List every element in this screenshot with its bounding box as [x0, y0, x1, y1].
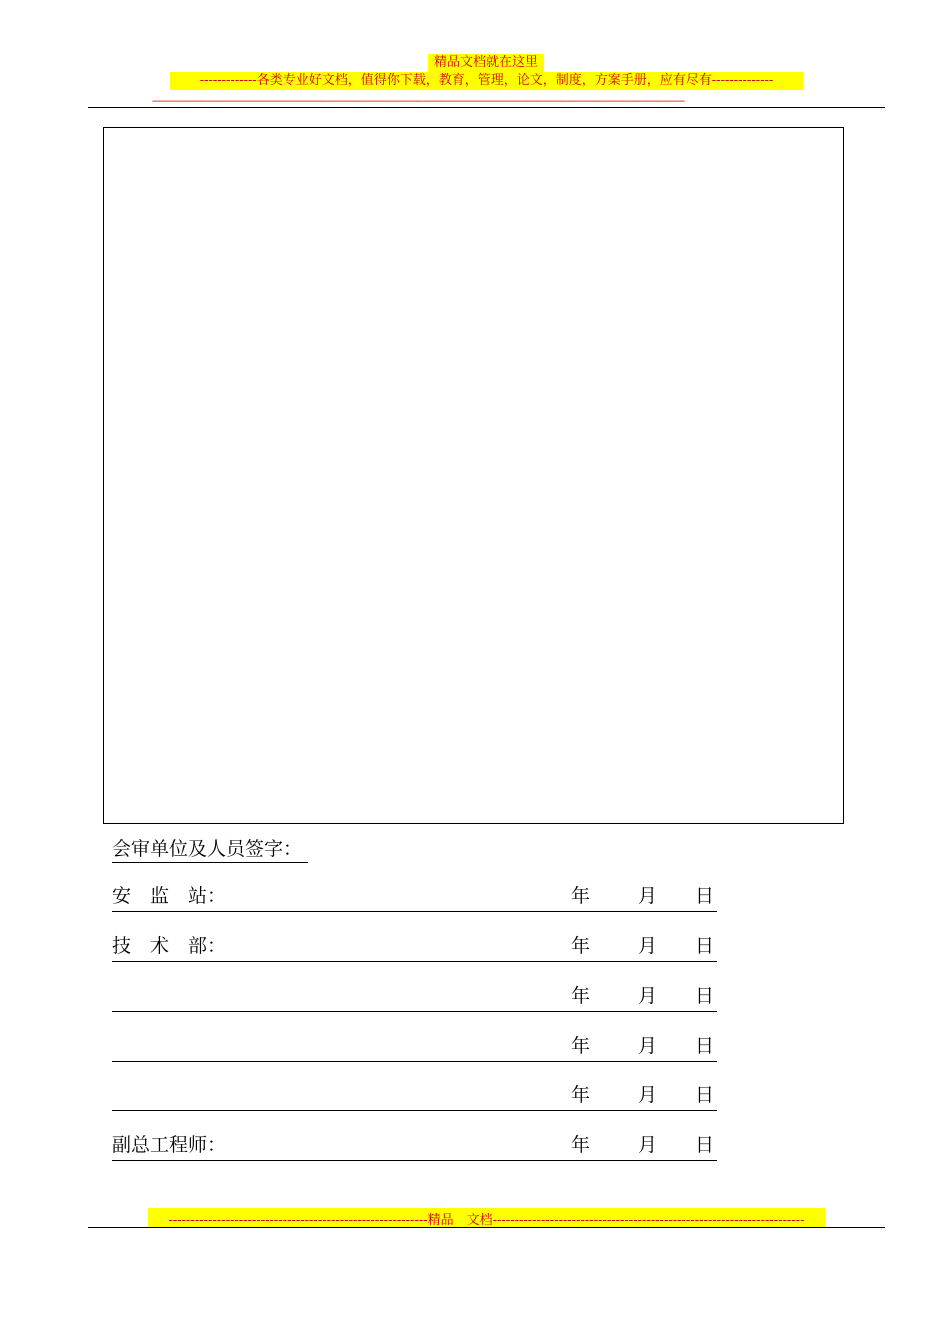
month-label: 月: [638, 985, 658, 1007]
signoff-row-safety-station: [112, 883, 717, 912]
year-label: 年: [571, 1134, 591, 1156]
header-title: 精品文档就在这里: [428, 54, 544, 72]
year-label: 年: [571, 935, 591, 957]
header-dash-line: ------------------------------------------------------------------------------------------------------------------------------------------------------------------------------------------------------------: [152, 96, 685, 107]
header-subtitle: -------------各类专业好文档，值得你下载，教育，管理，论文，制度，方案手册，应有尽有--------------: [170, 72, 803, 90]
signoff-row-tech-dept: [112, 933, 717, 962]
signoff-row-deputy-chief-engineer: [112, 1132, 717, 1161]
header-rule: [88, 107, 885, 108]
footer-banner: -----------------------------------------------------------精品 文档-----------------------------------------------------------------------: [148, 1208, 825, 1228]
signoff-row-blank-3: [112, 1082, 717, 1111]
signoff-row-blank-2: [112, 1033, 717, 1062]
year-label: 年: [571, 985, 591, 1007]
day-label: 日: [695, 885, 715, 907]
year-label: 年: [571, 885, 591, 907]
day-label: 日: [695, 1084, 715, 1106]
day-label: 日: [695, 1035, 715, 1057]
signoff-label: 安 监 站：: [112, 885, 227, 907]
footer-rule: [88, 1227, 885, 1228]
day-label: 日: [695, 935, 715, 957]
month-label: 月: [638, 885, 658, 907]
signoff-row-blank-1: [112, 983, 717, 1012]
signoff-label: 副总工程师：: [112, 1134, 227, 1156]
month-label: 月: [638, 935, 658, 957]
year-label: 年: [571, 1084, 591, 1106]
signoff-title: 会审单位及人员签字：: [112, 836, 308, 863]
month-label: 月: [638, 1134, 658, 1156]
month-label: 月: [638, 1035, 658, 1057]
day-label: 日: [695, 1134, 715, 1156]
content-box: [103, 127, 844, 824]
day-label: 日: [695, 985, 715, 1007]
year-label: 年: [571, 1035, 591, 1057]
month-label: 月: [638, 1084, 658, 1106]
signoff-label: 技 术 部：: [112, 935, 227, 957]
